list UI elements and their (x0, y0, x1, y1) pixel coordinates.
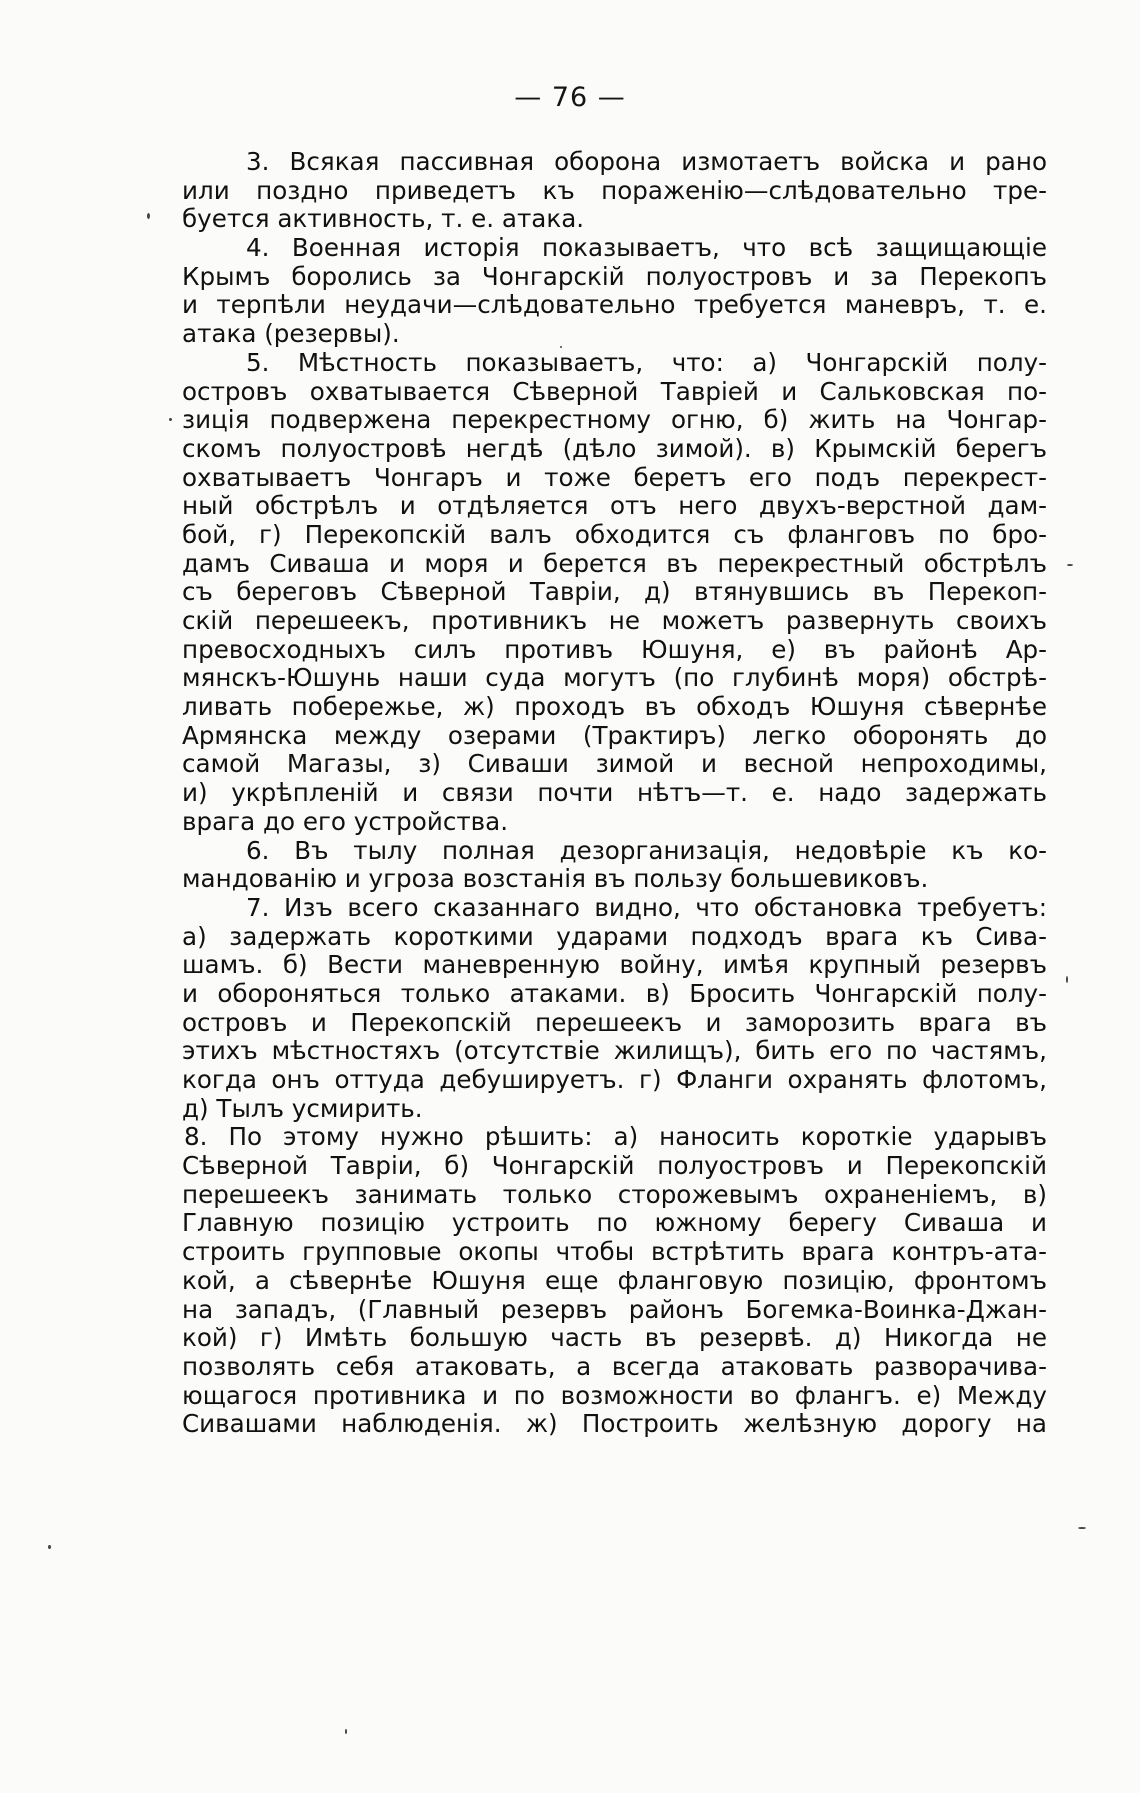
text-line: Сѣверной Тавріи, б) Чонгарскій полуостровъ и Перекопскій (182, 1151, 1047, 1181)
scan-speck (1066, 976, 1068, 983)
text-line: врага до его устройства. (182, 806, 509, 836)
text-line: превосходныхъ силъ противъ Юшуня, е) въ районѣ Ар- (182, 634, 1047, 664)
text-line: перешеекъ занимать только сторожевымъ охраненіемъ, в) (182, 1179, 1047, 1209)
page-number: — 76 — (514, 82, 626, 113)
text-line: островъ охватывается Сѣверной Тавріей и Сальковская по- (182, 376, 1047, 406)
text-line: 8. По этому нужно рѣшить: а) наносить короткіе ударывъ (184, 1122, 1047, 1152)
text-line: д) Тылъ усмирить. (182, 1093, 423, 1123)
text-line: охватываетъ Чонгаръ и тоже беретъ его подъ перекрест- (182, 462, 1047, 492)
text-line: скій перешеекъ, противникъ не можетъ развернуть своихъ (182, 606, 1047, 635)
text-line: кой, а сѣвернѣе Юшуня еще фланговую позицію, фронтомъ (182, 1265, 1047, 1295)
paragraph-4 (182, 234, 1047, 349)
text-line: 7. Изъ всего сказаннаго видно, что обстановка требуетъ: (246, 892, 1047, 922)
scan-speck (345, 1729, 347, 1734)
text-line: съ береговъ Сѣверной Тавріи, д) втянувшись въ Перекоп- (182, 577, 1047, 607)
body-text (182, 148, 1047, 1439)
text-line: а) задержать короткими ударами подходъ врага къ Сива- (182, 921, 1047, 951)
scan-speck (147, 213, 150, 219)
paragraph-6 (182, 837, 1047, 894)
text-line: ливать побережье, ж) проходъ въ обходъ Юшуня сѣвернѣе (182, 692, 1047, 722)
paragraph-7 (182, 894, 1047, 1124)
text-line: мандованію и угроза возстанія въ пользу большевиковъ. (182, 864, 929, 894)
text-line: когда онъ оттуда дебушируетъ. г) Фланги охранять флотомъ, (182, 1065, 1047, 1094)
text-line: и терпѣли неудачи—слѣдовательно требуется маневръ, т. е. (182, 290, 1047, 320)
text-line: Армянска между озерами (Трактиръ) легко оборонять до (182, 720, 1047, 750)
text-line: 3. Всякая пассивная оборона измотаетъ войска и рано (246, 147, 1047, 176)
text-line: самой Магазы, з) Сиваши зимой и весной непроходимы, (182, 749, 1047, 779)
scan-speck (1067, 564, 1073, 566)
text-line: Крымъ боролись за Чонгарскій полуостровъ и за Перекопъ (182, 261, 1047, 291)
text-line: островъ и Перекопскій перешеекъ и заморозить врага въ (182, 1007, 1047, 1037)
text-line: строить групповые окопы чтобы встрѣтить врага контръ-ата- (182, 1237, 1047, 1267)
paragraph-5 (182, 349, 1047, 837)
text-line: на западъ, (Главный резервъ районъ Богемка-Воинка-Джан- (182, 1294, 1047, 1324)
text-line: позволять себя атаковать, а всегда атаковать разворачива- (182, 1351, 1047, 1381)
text-line: Главную позицію устроить по южному берегу Сиваша и (182, 1208, 1047, 1238)
paragraph-8 (182, 1123, 1047, 1439)
text-line: ющагося противника и по возможности во флангъ. е) Между (182, 1380, 1047, 1410)
scan-speck (169, 418, 172, 421)
text-line: и обороняться только атаками. в) Бросить Чонгарскій полу- (182, 978, 1047, 1008)
text-line: Сивашами наблюденія. ж) Построить желѣзную дорогу на (182, 1409, 1047, 1439)
text-line: бой, г) Перекопскій валъ обходится съ фланговъ по бро- (182, 519, 1047, 549)
text-line: этихъ мѣстностяхъ (отсутствіе жилищъ), бить его по частямъ, (182, 1036, 1047, 1066)
scan-speck (48, 1545, 51, 1549)
text-line: ный обстрѣлъ и отдѣляется отъ него двухъ-верстной дам- (182, 491, 1047, 521)
text-line: атака (резервы). (182, 319, 400, 349)
text-line: 4. Военная исторія показываетъ, что всѣ защищающіе (246, 233, 1047, 263)
text-line: мянскъ-Юшунь наши суда могутъ (по глубинѣ моря) обстрѣ- (182, 663, 1047, 693)
scan-speck (1078, 1527, 1086, 1529)
scan-speck (560, 346, 562, 348)
text-line: скомъ полуостровѣ негдѣ (дѣло зимой). в) Крымскій берегъ (182, 433, 1047, 463)
text-line: и) укрѣпленій и связи почти нѣтъ—т. е. надо задержать (182, 778, 1047, 808)
text-line: 6. Въ тылу полная дезорганизація, недовѣріе къ ко- (246, 835, 1047, 865)
text-line: кой) г) Имѣть большую часть въ резервѣ. д) Никогда не (182, 1323, 1047, 1353)
paragraph-3 (182, 148, 1047, 234)
text-line: или поздно приведетъ къ пораженію—слѣдовательно тре- (182, 175, 1047, 205)
text-line: буется активность, т. е. атака. (182, 204, 585, 234)
text-line: дамъ Сиваша и моря и берется въ перекрестный обстрѣлъ (182, 548, 1047, 578)
text-line: зиція подвержена перекрестному огню, б) жить на Чонгар- (182, 405, 1047, 435)
text-line: шамъ. б) Вести маневренную войну, имѣя крупный резервъ (182, 950, 1047, 980)
text-line: 5. Мѣстность показываетъ, что: а) Чонгарскій полу- (246, 347, 1047, 377)
